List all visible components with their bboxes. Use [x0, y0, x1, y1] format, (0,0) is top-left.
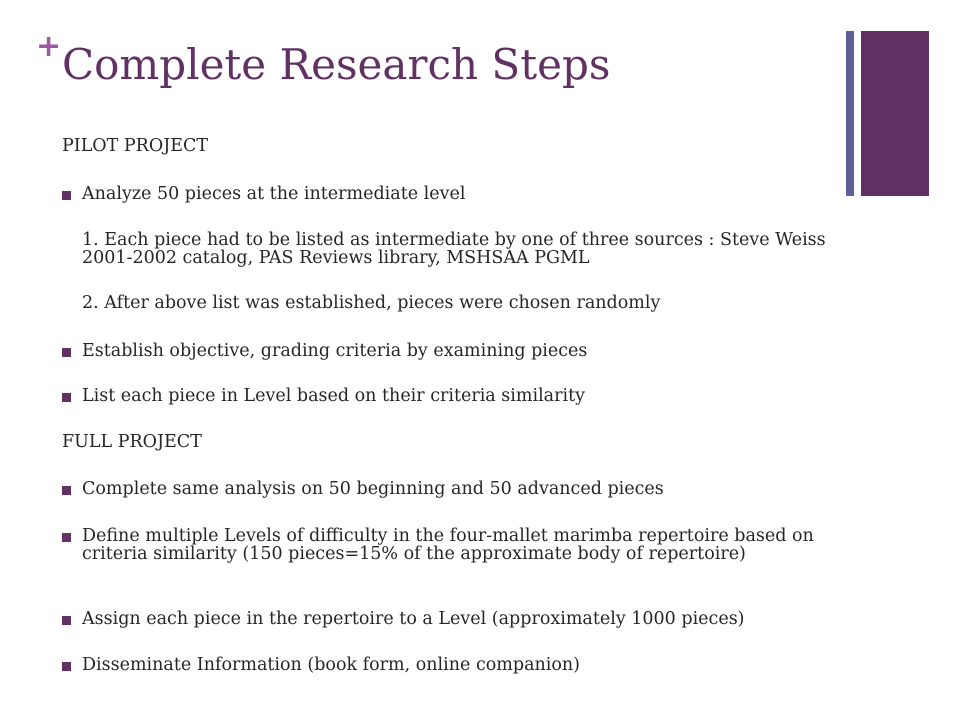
plus-icon: +	[36, 29, 62, 64]
pilot-subitem-1: 1. Each piece had to be listed as intermediate by one of three sources : Steve Weiss 2001-2002 catalog, PAS Reviews library, MSHSAA PGML	[82, 230, 826, 268]
pilot-item-2-text: Establish objective, grading criteria by examining pieces	[82, 341, 588, 361]
bullet-icon	[62, 662, 71, 671]
full-item-2-text: Define multiple Levels of difficulty in the four-mallet marimba repertoire based on criteria similarity (150 pieces=15% of the approximate body of repertoire)	[82, 526, 814, 564]
decorative-bar-thin	[846, 31, 854, 196]
decorative-bar-thick	[861, 31, 929, 196]
bullet-icon	[62, 348, 71, 357]
pilot-subitem-2: 2. After above list was established, pieces were chosen randomly	[82, 293, 661, 313]
bullet-icon	[62, 393, 71, 402]
pilot-item-3-text: List each piece in Level based on their criteria similarity	[82, 386, 585, 406]
full-heading: FULL PROJECT	[62, 432, 202, 452]
slide-title: Complete Research Steps	[62, 40, 611, 89]
full-item-4-text: Disseminate Information (book form, online companion)	[82, 655, 581, 675]
bullet-icon	[62, 486, 71, 495]
pilot-item-1-text: Analyze 50 pieces at the intermediate level	[82, 184, 466, 204]
full-item-1-text: Complete same analysis on 50 beginning and 50 advanced pieces	[82, 479, 664, 499]
full-item-3-text: Assign each piece in the repertoire to a Level (approximately 1000 pieces)	[82, 609, 745, 629]
bullet-icon	[62, 616, 71, 625]
bullet-icon	[62, 533, 71, 542]
bullet-icon	[62, 191, 71, 200]
pilot-heading: PILOT PROJECT	[62, 136, 209, 156]
